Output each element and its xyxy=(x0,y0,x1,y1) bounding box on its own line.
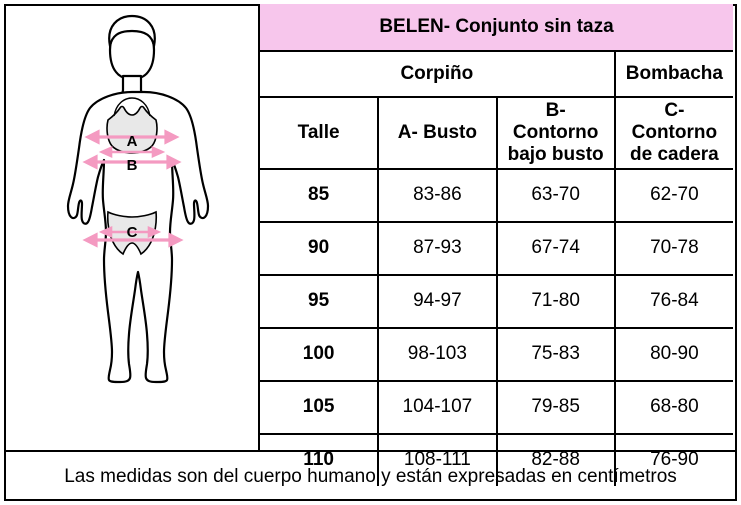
cell-cadera: 70-78 xyxy=(615,222,733,275)
footer-note: Las medidas son del cuerpo humano y están expresadas en centímetros xyxy=(4,450,737,501)
figure-panel xyxy=(4,4,260,450)
group-header-bombacha: Bombacha xyxy=(615,51,733,97)
table-row xyxy=(260,275,733,328)
cell-cadera: 76-90 xyxy=(615,434,733,486)
cell-cadera: 68-80 xyxy=(615,381,733,434)
cell-cadera: 80-90 xyxy=(615,328,733,381)
table-row xyxy=(260,169,733,222)
column-header-busto: A- Busto xyxy=(378,97,496,169)
cell-bajo-busto: 67-74 xyxy=(497,222,615,275)
cell-talle: 95 xyxy=(260,275,378,328)
column-header-bajo-busto: B- Contorno bajo busto xyxy=(497,97,615,169)
size-table-area xyxy=(260,4,733,471)
table-group-row xyxy=(260,51,733,97)
cell-cadera: 62-70 xyxy=(615,169,733,222)
cell-talle: 100 xyxy=(260,328,378,381)
size-table xyxy=(260,4,733,486)
cell-talle: 105 xyxy=(260,381,378,434)
marker-label-b: B xyxy=(126,157,138,174)
cell-bajo-busto: 79-85 xyxy=(497,381,615,434)
column-header-talle: Talle xyxy=(260,97,378,169)
column-header-cadera: C- Contorno de cadera xyxy=(615,97,733,169)
cell-busto: 87-93 xyxy=(378,222,496,275)
cell-talle: 90 xyxy=(260,222,378,275)
table-title-row xyxy=(260,4,733,51)
group-header-corpino: Corpiño xyxy=(260,51,615,97)
cell-bajo-busto: 75-83 xyxy=(497,328,615,381)
cell-busto: 83-86 xyxy=(378,169,496,222)
cell-busto: 108-111 xyxy=(378,434,496,486)
cell-bajo-busto: 82-88 xyxy=(497,434,615,486)
table-row xyxy=(260,222,733,275)
cell-bajo-busto: 71-80 xyxy=(497,275,615,328)
female-body-figure xyxy=(4,4,260,450)
cell-talle: 110 xyxy=(260,434,378,486)
cell-busto: 98-103 xyxy=(378,328,496,381)
cell-bajo-busto: 63-70 xyxy=(497,169,615,222)
marker-label-c: C xyxy=(126,224,138,241)
cell-cadera: 76-84 xyxy=(615,275,733,328)
marker-label-a: A xyxy=(126,133,138,150)
cell-busto: 94-97 xyxy=(378,275,496,328)
table-row xyxy=(260,328,733,381)
chart-title: BELEN- Conjunto sin taza xyxy=(260,4,733,51)
table-column-header-row xyxy=(260,97,733,169)
cell-talle: 85 xyxy=(260,169,378,222)
table-row xyxy=(260,381,733,434)
cell-busto: 104-107 xyxy=(378,381,496,434)
